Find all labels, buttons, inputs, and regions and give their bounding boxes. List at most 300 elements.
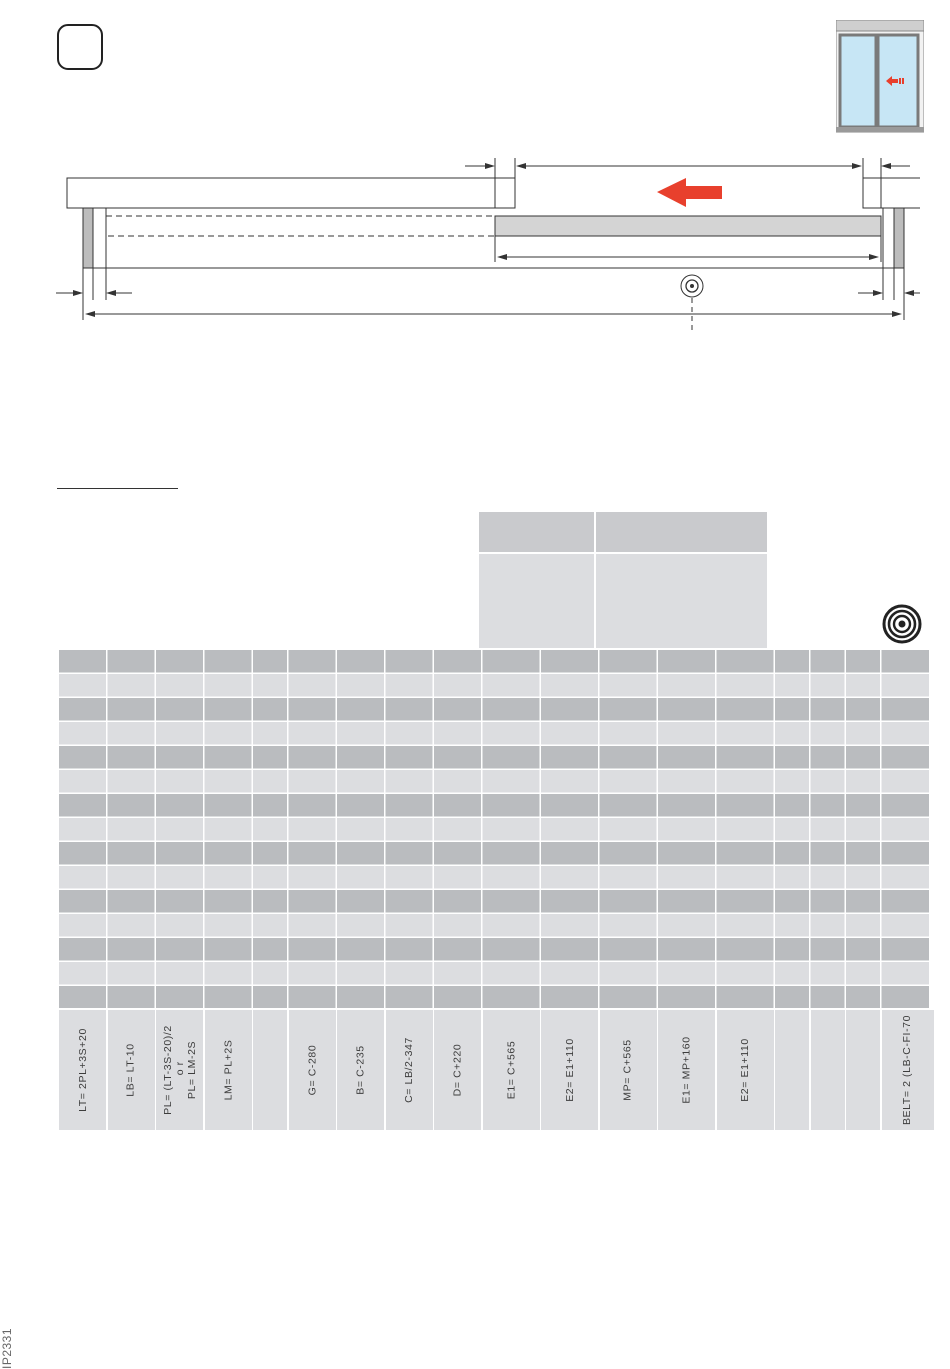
table-cell <box>717 962 774 985</box>
table-cell <box>59 890 106 913</box>
table-cell <box>541 818 598 841</box>
table-cell <box>600 770 657 793</box>
table-cell <box>882 866 930 889</box>
table-cell <box>337 842 384 865</box>
table-cell <box>434 794 481 817</box>
table-cell <box>775 674 809 697</box>
table-cell <box>337 986 384 1008</box>
table-cell <box>386 746 433 769</box>
table-cell <box>205 866 252 889</box>
table-cell <box>658 986 715 1008</box>
header-group-b-top <box>596 512 767 552</box>
table-cell <box>434 674 481 697</box>
table-cell <box>717 674 774 697</box>
table-cell <box>156 986 203 1008</box>
table-cell <box>59 746 106 769</box>
table-cell <box>600 962 657 985</box>
table-cell <box>846 674 880 697</box>
table-cell <box>108 674 155 697</box>
table-cell <box>775 986 809 1008</box>
table-cell <box>483 746 540 769</box>
table-cell <box>253 962 287 985</box>
table-cell <box>846 794 880 817</box>
table-cell <box>811 914 845 937</box>
table-cell <box>846 866 880 889</box>
document-code: IP2331 <box>0 1327 14 1369</box>
table-cell <box>108 794 155 817</box>
table-cell <box>156 650 203 673</box>
formula-cell <box>205 1010 252 1130</box>
table-cell <box>600 842 657 865</box>
table-cell <box>811 650 845 673</box>
table-cell <box>59 698 106 721</box>
table-cell <box>717 722 774 745</box>
table-cell <box>775 842 809 865</box>
table-cell <box>658 746 715 769</box>
table-cell <box>658 698 715 721</box>
table-cell <box>156 842 203 865</box>
table-cell <box>108 650 155 673</box>
table-cell <box>811 722 845 745</box>
table-cell <box>658 794 715 817</box>
table-cell <box>59 650 106 673</box>
table-cell <box>541 770 598 793</box>
table-cell <box>59 770 106 793</box>
table-cell <box>717 890 774 913</box>
table-cell <box>337 746 384 769</box>
formula-text: LM= PL+2S <box>222 1039 235 1101</box>
table-cell <box>775 770 809 793</box>
table-cell <box>434 770 481 793</box>
table-cell <box>717 866 774 889</box>
formula-cell <box>156 1010 203 1130</box>
table-cell <box>600 818 657 841</box>
table-cell <box>811 818 845 841</box>
table-cell <box>289 962 336 985</box>
table-cell <box>59 938 106 961</box>
table-cell <box>775 890 809 913</box>
table-cell <box>59 818 106 841</box>
table-cell <box>253 794 287 817</box>
table-cell <box>289 770 336 793</box>
table-cell <box>775 794 809 817</box>
table-cell <box>434 986 481 1008</box>
table-cell <box>811 794 845 817</box>
table-cell <box>59 962 106 985</box>
table-cell <box>600 746 657 769</box>
table-cell <box>108 938 155 961</box>
table-cell <box>483 698 540 721</box>
table-cell <box>483 650 540 673</box>
formula-cell <box>386 1010 433 1130</box>
table-cell <box>658 842 715 865</box>
table-cell <box>846 842 880 865</box>
table-cell <box>717 842 774 865</box>
table-cell <box>483 914 540 937</box>
table-cell <box>483 674 540 697</box>
table-cell <box>811 674 845 697</box>
table-cell <box>205 794 252 817</box>
table-cell <box>253 842 287 865</box>
table-cell <box>658 938 715 961</box>
table-cell <box>600 986 657 1008</box>
table-cell <box>775 746 809 769</box>
table-cell <box>289 818 336 841</box>
table-cell <box>156 914 203 937</box>
table-cell <box>717 794 774 817</box>
formula-text: LB= LT-10 <box>125 1043 137 1097</box>
table-cell <box>386 866 433 889</box>
table-cell <box>775 650 809 673</box>
table-cell <box>108 770 155 793</box>
table-cell <box>541 650 598 673</box>
table-cell <box>483 842 540 865</box>
formula-text: B= C-235 <box>354 1045 367 1095</box>
table-cell <box>882 794 930 817</box>
formula-text: C= LB/2-347 <box>403 1037 416 1103</box>
table-cell <box>337 770 384 793</box>
door-layout-diagram <box>40 150 920 335</box>
table-cell <box>434 938 481 961</box>
formula-cell <box>882 1010 934 1130</box>
table-cell <box>253 650 287 673</box>
formula-text: G= C-280 <box>306 1044 318 1096</box>
table-cell <box>59 674 106 697</box>
table-cell <box>775 914 809 937</box>
table-cell <box>434 890 481 913</box>
table-cell <box>253 938 287 961</box>
formula-cell <box>483 1010 540 1130</box>
table-cell <box>483 962 540 985</box>
formula-cell <box>337 1010 384 1130</box>
table-cell <box>717 914 774 937</box>
table-cell <box>156 770 203 793</box>
table-cell <box>775 938 809 961</box>
formula-text: E2= E1+110 <box>563 1038 576 1102</box>
table-cell <box>600 794 657 817</box>
table-cell <box>108 962 155 985</box>
table-cell <box>811 938 845 961</box>
table-cell <box>658 866 715 889</box>
formula-cell <box>289 1010 336 1130</box>
table-cell <box>717 698 774 721</box>
table-cell <box>811 890 845 913</box>
table-cell <box>882 698 930 721</box>
sliding-door-icon <box>836 20 924 134</box>
table-cell <box>289 986 336 1008</box>
formula-cell <box>108 1010 155 1130</box>
table-cell <box>289 842 336 865</box>
table-cell <box>775 962 809 985</box>
table-cell <box>337 650 384 673</box>
table-cell <box>205 818 252 841</box>
table-cell <box>483 890 540 913</box>
table-cell <box>253 674 287 697</box>
table-cell <box>600 890 657 913</box>
table-cell <box>156 698 203 721</box>
formula-text: E1= C+565 <box>505 1040 517 1100</box>
table-cell <box>289 650 336 673</box>
table-cell <box>882 818 930 841</box>
table-cell <box>253 890 287 913</box>
table-cell <box>846 818 880 841</box>
table-cell <box>541 890 598 913</box>
table-cell <box>108 986 155 1008</box>
table-cell <box>775 818 809 841</box>
table-cell <box>717 650 774 673</box>
table-cell <box>434 722 481 745</box>
table-cell <box>541 866 598 889</box>
table-cell <box>882 650 930 673</box>
table-cell <box>658 770 715 793</box>
table-cell <box>386 722 433 745</box>
table-cell <box>337 722 384 745</box>
centerline-target-icon <box>681 275 703 297</box>
table-cell <box>386 962 433 985</box>
table-cell <box>253 818 287 841</box>
formula-cell <box>600 1010 657 1130</box>
table-cell <box>846 962 880 985</box>
table-cell <box>541 698 598 721</box>
table-cell <box>483 938 540 961</box>
table-cell <box>541 722 598 745</box>
table-cell <box>541 842 598 865</box>
table-cell <box>658 890 715 913</box>
table-cell <box>600 674 657 697</box>
table-cell <box>882 890 930 913</box>
table-cell <box>483 770 540 793</box>
table-cell <box>205 962 252 985</box>
table-cell <box>156 794 203 817</box>
table-cell <box>386 890 433 913</box>
table-cell <box>846 698 880 721</box>
table-cell <box>882 842 930 865</box>
table-cell <box>483 986 540 1008</box>
formula-text: BELT= 2 (LB-C-FI-70 <box>901 1014 914 1126</box>
table-cell <box>811 746 845 769</box>
table-cell <box>337 866 384 889</box>
table-cell <box>289 746 336 769</box>
table-cell <box>717 986 774 1008</box>
table-cell <box>483 866 540 889</box>
table-cell <box>600 722 657 745</box>
table-cell <box>156 674 203 697</box>
table-cell <box>846 938 880 961</box>
table-cell <box>434 914 481 937</box>
table-cell <box>434 842 481 865</box>
formula-text: LT= 2PL+3S+20 <box>76 1028 89 1112</box>
table-cell <box>541 674 598 697</box>
table-cell <box>253 722 287 745</box>
table-cell <box>386 986 433 1008</box>
formula-text: E2= E1+110 <box>739 1038 752 1102</box>
table-cell <box>882 986 930 1008</box>
table-cell <box>289 938 336 961</box>
table-cell <box>434 698 481 721</box>
table-cell <box>717 818 774 841</box>
header-group-b-sub <box>596 554 767 648</box>
table-cell <box>108 866 155 889</box>
table-cell <box>108 722 155 745</box>
table-cell <box>205 674 252 697</box>
table-cell <box>205 698 252 721</box>
table-cell <box>541 746 598 769</box>
table-cell <box>59 842 106 865</box>
table-cell <box>386 698 433 721</box>
table-cell <box>205 890 252 913</box>
table-cell <box>205 722 252 745</box>
table-cell <box>156 890 203 913</box>
table-cell <box>253 770 287 793</box>
table-cell <box>483 818 540 841</box>
table-cell <box>59 722 106 745</box>
table-cell <box>205 746 252 769</box>
table-cell <box>541 914 598 937</box>
formula-cell <box>846 1010 880 1130</box>
table-cell <box>289 914 336 937</box>
table-cell <box>156 818 203 841</box>
table-cell <box>108 746 155 769</box>
table-cell <box>289 866 336 889</box>
table-cell <box>882 770 930 793</box>
formula-text: D= C+220 <box>451 1043 464 1097</box>
table-cell <box>600 914 657 937</box>
table-cell <box>59 794 106 817</box>
table-cell <box>775 866 809 889</box>
table-cell <box>205 770 252 793</box>
table-cell <box>205 938 252 961</box>
table-cell <box>483 794 540 817</box>
table-cell <box>337 794 384 817</box>
table-cell <box>483 722 540 745</box>
table-cell <box>205 842 252 865</box>
table-cell <box>337 938 384 961</box>
table-cell <box>811 962 845 985</box>
table-cell <box>156 938 203 961</box>
table-cell <box>434 650 481 673</box>
table-cell <box>386 938 433 961</box>
step-badge <box>57 24 103 70</box>
table-cell <box>205 650 252 673</box>
table-cell <box>386 914 433 937</box>
table-cell <box>775 698 809 721</box>
table-cell <box>541 938 598 961</box>
table-cell <box>811 866 845 889</box>
table-cell <box>658 722 715 745</box>
table-cell <box>882 938 930 961</box>
table-cell <box>108 890 155 913</box>
table-cell <box>600 938 657 961</box>
formula-text: MP= C+565 <box>622 1039 634 1101</box>
table-cell <box>541 986 598 1008</box>
table-cell <box>386 794 433 817</box>
table-cell <box>846 650 880 673</box>
table-cell <box>846 986 880 1008</box>
table-cell <box>811 986 845 1008</box>
table-cell <box>846 914 880 937</box>
table-cell <box>337 890 384 913</box>
formula-text: PL= (LT-3S-20)/2 o r PL= LM-2S <box>161 1025 198 1115</box>
table-cell <box>717 938 774 961</box>
table-cell <box>156 746 203 769</box>
table-cell <box>289 722 336 745</box>
table-cell <box>717 770 774 793</box>
table-cell <box>386 770 433 793</box>
table-cell <box>846 746 880 769</box>
table-cell <box>386 650 433 673</box>
table-cell <box>205 914 252 937</box>
table-cell <box>289 698 336 721</box>
table-cell <box>882 722 930 745</box>
table-cell <box>600 650 657 673</box>
table-cell <box>811 842 845 865</box>
formula-cell <box>775 1010 809 1130</box>
table-cell <box>846 770 880 793</box>
table-cell <box>658 674 715 697</box>
table-cell <box>811 770 845 793</box>
table-cell <box>846 722 880 745</box>
table-cell <box>658 818 715 841</box>
table-cell <box>434 962 481 985</box>
table-cell <box>337 674 384 697</box>
table-cell <box>156 962 203 985</box>
header-group-a-sub <box>479 554 594 648</box>
formula-cell <box>434 1010 481 1130</box>
table-cell <box>541 794 598 817</box>
table-cell <box>253 986 287 1008</box>
table-cell <box>337 698 384 721</box>
table-cell <box>337 962 384 985</box>
section-underline <box>57 488 178 489</box>
table-cell <box>600 866 657 889</box>
table-cell <box>775 722 809 745</box>
dimension-table-grid <box>59 650 929 1008</box>
table-cell <box>882 746 930 769</box>
formula-cell <box>59 1010 106 1130</box>
table-cell <box>337 818 384 841</box>
table-cell <box>253 746 287 769</box>
table-cell <box>253 914 287 937</box>
table-cell <box>846 890 880 913</box>
table-cell <box>108 698 155 721</box>
table-cell <box>108 818 155 841</box>
table-cell <box>59 986 106 1008</box>
table-cell <box>59 914 106 937</box>
table-cell <box>541 962 598 985</box>
table-cell <box>289 794 336 817</box>
table-cell <box>289 674 336 697</box>
table-cell <box>658 962 715 985</box>
table-cell <box>253 698 287 721</box>
table-cell <box>156 866 203 889</box>
table-cell <box>882 674 930 697</box>
table-cell <box>811 698 845 721</box>
table-cell <box>59 866 106 889</box>
table-cell <box>434 746 481 769</box>
table-cell <box>156 722 203 745</box>
table-cell <box>434 818 481 841</box>
table-cell <box>289 890 336 913</box>
table-cell <box>386 842 433 865</box>
table-cell <box>717 746 774 769</box>
table-cell <box>658 650 715 673</box>
table-cell <box>108 914 155 937</box>
belt-coil-icon <box>882 604 922 644</box>
table-cell <box>253 866 287 889</box>
formula-cell <box>811 1010 845 1130</box>
table-cell <box>600 698 657 721</box>
table-cell <box>434 866 481 889</box>
